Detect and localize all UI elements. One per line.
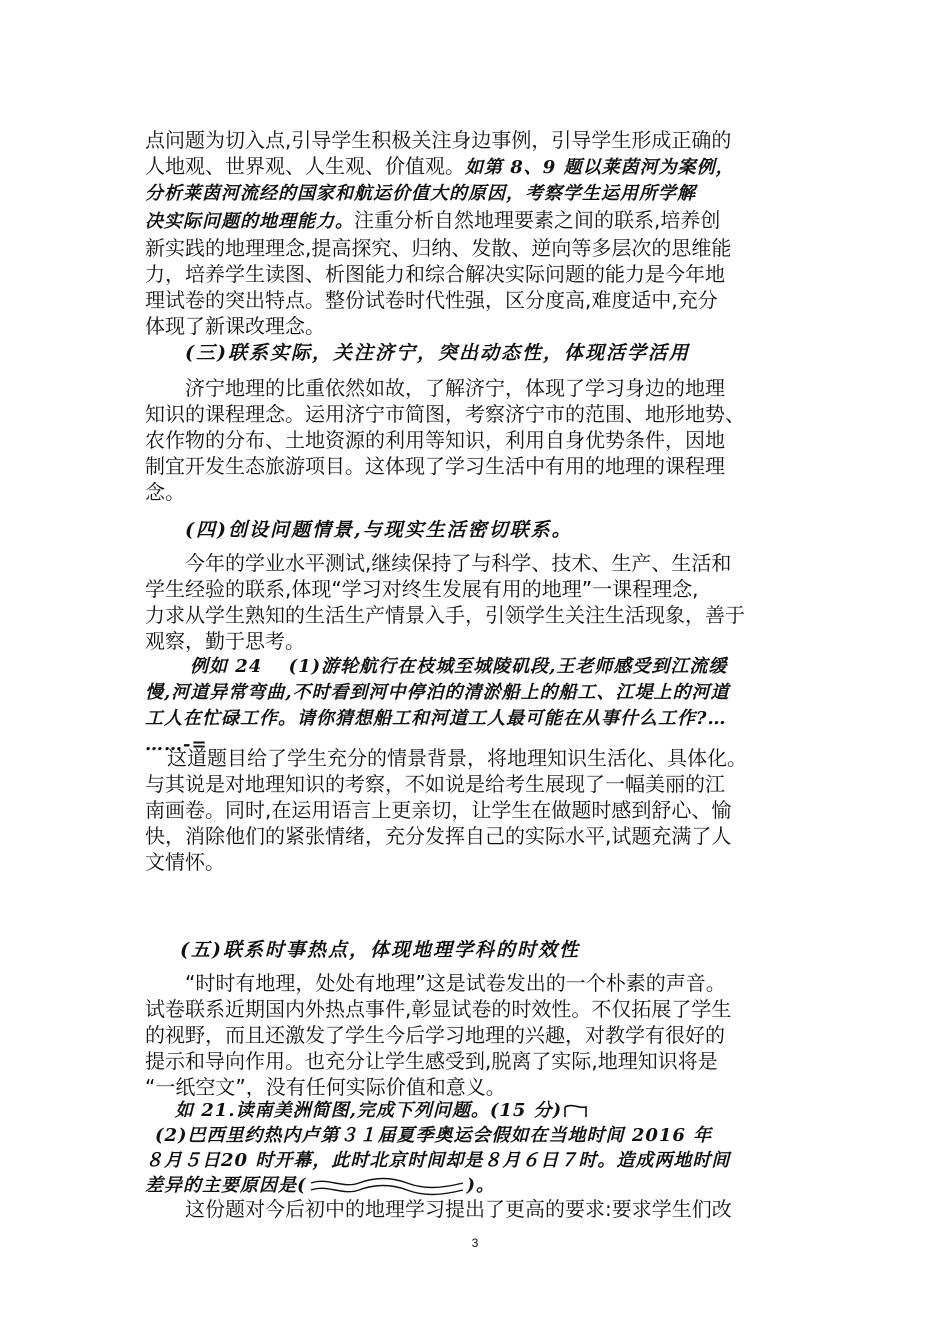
text-line: 新实践的地理理念,提高探究、归纳、发散、逆向等多层次的思维能 <box>145 236 732 260</box>
handwritten-line: 分析莱茵河流经的国家和航运价值大的原因，考察学生运用所学解 <box>145 183 696 204</box>
paragraph-current-events <box>145 970 805 1100</box>
text-line: 念。 <box>145 480 185 504</box>
text-line: 今年的学业水平测试,继续保持了与科学、技术、生产、生活和 <box>185 551 732 575</box>
handwritten-line: ８月５日20 时开幕，此时北京时间却是８月６日７时。造成两地时间 <box>145 1150 731 1171</box>
handwritten-line <box>145 1173 805 1198</box>
text-line: 这份题对今后初中的地理学习提出了更高的要求:要求学生们改 <box>185 1197 732 1221</box>
text-line: 试卷联系近期国内外热点事件,彰显试卷的时效性。不仅拓展了学生 <box>145 997 732 1021</box>
text-span: 人地观、世界观、人生观、价值观。 <box>145 154 465 178</box>
text-line: 农作物的分布、土地资源的利用等知识，利用自身优势条件，因地 <box>145 428 725 452</box>
section-heading-4: (四)创设问题情景,与现实生活密切联系。 <box>185 519 573 541</box>
text-line: 学生经验的联系,体现“学习对终生发展有用的地理”一课程理念, <box>145 577 699 601</box>
text-line: 制宜开发生态旅游项目。这体现了学习生活中有用的地理的课程理 <box>145 454 725 478</box>
paragraph-conclusion <box>145 1196 805 1222</box>
text-line: 文情怀。 <box>145 850 225 874</box>
text-line: 南画卷。同时,在运用语言上更亲切，让学生在做题时感到舒心、愉 <box>145 798 732 822</box>
handwritten-line: 慢,河道异常弯曲,不时看到河中停泊的清淤船上的船工、江堤上的河道 <box>145 682 730 703</box>
handwritten-line: ……-= <box>145 734 208 755</box>
text-line <box>145 153 805 181</box>
text-line: 济宁地理的比重依然如故，了解济宁，体现了学习身边的地理 <box>185 376 725 400</box>
text-line: 这道题目给了学生充分的情景背景，将地理知识生活化、具体化。 <box>167 746 747 770</box>
handwritten-line: (2)巴西里约热内卢第３１届夏季奥运会假如在当地时间 2016 年 <box>155 1125 713 1146</box>
text-line: 与其说是对地理知识的考察，不如说是给考生展现了一幅美丽的江 <box>145 772 725 796</box>
text-line: 力，培养学生读图、析图能力和综合解决实际问题的能力是今年地 <box>145 262 725 286</box>
handwritten-text: 如第 8、9 题以莱茵河为案例， <box>465 157 735 178</box>
handwritten-text: 如 21.读南美洲简图,完成下列问题。(15 分) <box>175 1100 563 1121</box>
text-line: 知识的课程理念。运用济宁市简图，考察济宁市的范围、地形地势、 <box>145 402 745 426</box>
handwritten-text: )。 <box>466 1175 496 1196</box>
text-line: “一纸空文”，没有任何实际价值和意义。 <box>145 1075 506 1099</box>
text-line: 力求从学生熟知的生活生产情景入手，引领学生关注生活现象，善于 <box>145 603 745 627</box>
text-line: 点问题为切入点,引导学生积极关注身边事例，引导学生形成正确的 <box>145 128 732 152</box>
paragraph-analysis <box>145 745 805 875</box>
text-line: 快，消除他们的紧张情绪，充分发挥自己的实际水平,试题充满了人 <box>145 824 732 848</box>
handwritten-text: 决实际问题的地理能力。 <box>145 211 354 232</box>
page-number: 3 <box>471 1236 479 1250</box>
handwritten-text: 差异的主要原因是( <box>145 1175 307 1196</box>
text-line: 提示和导向作用。也充分让学生感受到,脱离了实际,地理知识将是 <box>145 1049 718 1073</box>
text-line: 观察，勤于思考。 <box>145 629 305 653</box>
handwritten-line <box>145 1098 805 1123</box>
paragraph-scenario <box>145 550 805 654</box>
paragraph-intro <box>145 127 805 339</box>
text-span: 注重分析自然地理要素之间的联系,培养创 <box>354 208 721 232</box>
section-heading-5: (五)联系时事热点，体现地理学科的时效性 <box>180 939 580 961</box>
scribble-mark-icon <box>562 1101 588 1121</box>
text-line: 理试卷的突出特点。整份试卷时代性强，区分度高,难度适中,充分 <box>145 288 718 312</box>
paragraph-jining <box>145 375 805 505</box>
text-line <box>145 207 805 235</box>
section-heading-3: (三)联系实际，关注济宁，突出动态性，体现活学活用 <box>185 342 690 364</box>
handwritten-line: 例如 24 (1)游轮航行在枝城至城陵矶段,王老师感受到江流缓 <box>190 656 728 677</box>
example-24 <box>145 654 805 758</box>
handwritten-line: 工人在忙碌工作。请你猜想船工和河道工人最可能在从事什么工作?… <box>145 708 727 729</box>
text-line: 的视野，而且还激发了学生今后学习地理的兴趣，对教学有很好的 <box>145 1023 725 1047</box>
wavy-underline-icon <box>307 1175 467 1197</box>
text-line: 体现了新课改理念。 <box>145 314 325 338</box>
text-line: “时时有地理，处处有地理”这是试卷发出的一个朴素的声音。 <box>185 971 726 995</box>
example-21 <box>145 1098 805 1198</box>
